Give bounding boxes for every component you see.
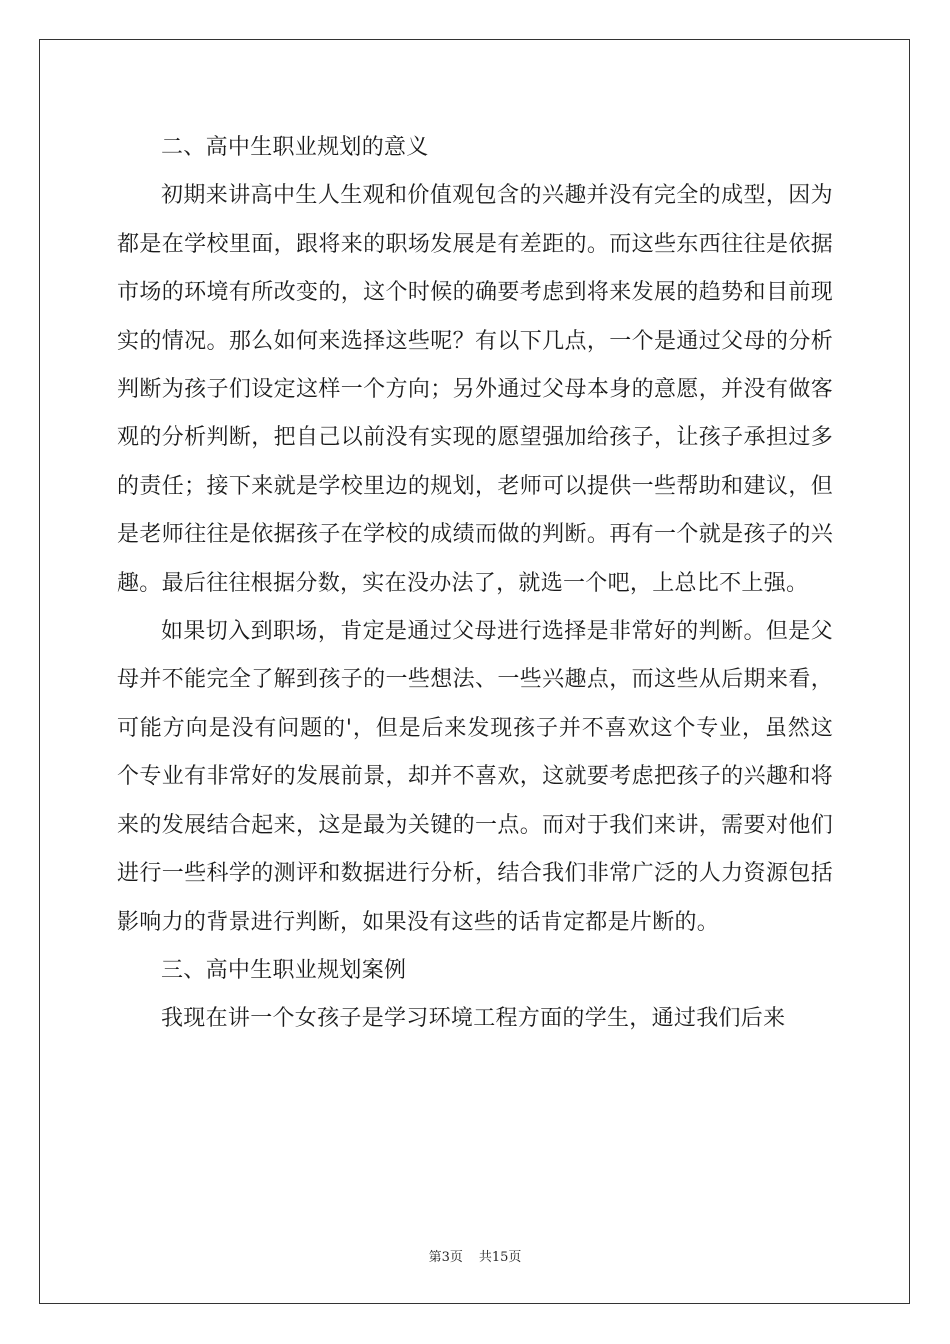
body-paragraph: 如果切入到职场，肯定是通过父母进行选择是非常好的判断。但是父母并不能完全了解到孩子的一些想法、一些兴趣点，而这些从后期来看，可能方向是没有问题的'，但是后来发现孩子并不喜欢这个专业，虽然这个专业有非常好的发展前景，却并不喜欢，这就要考虑把孩子的兴趣和将来的发展结合起来，这是最为关键的一点。而对于我们来讲，需要对他们进行一些科学的测评和数据进行分析，结合我们非常广泛的人力资源包括影响力的背景进行判断，如果没有这些的话肯定都是片断的。	[117, 619, 833, 935]
section-heading: 三、高中生职业规划案例	[161, 957, 407, 983]
section-heading: 二、高中生职业规划的意义	[161, 135, 429, 160]
document-body	[117, 124, 833, 1044]
page-number: 第3页	[428, 1250, 463, 1265]
page-total: 共15页	[478, 1250, 522, 1265]
body-paragraph: 初期来讲高中生人生观和价值观包含的兴趣并没有完全的成型，因为都是在学校里面，跟将来的职场发展是有差距的。而这些东西往往是依据市场的环境有所改变的，这个时候的确要考虑到将来发展的趋势和目前现实的情况。那么如何来选择这些呢？有以下几点，一个是通过父母的分析判断为孩子们设定这样一个方向；另外通过父母本身的意愿，并没有做客观的分析判断，把自己以前没有实现的愿望强加给孩子，让孩子承担过多的责任；接下来就是学校里边的规划，老师可以提供一些帮助和建议，但是老师往往是依据孩子在学校的成绩而做的判断。再有一个就是孩子的兴趣。最后往往根据分数，实在没办法了，就选一个吧，上总比不上强。	[117, 183, 833, 596]
page-footer	[0, 1246, 950, 1265]
body-paragraph: 我现在讲一个女孩子是学习环境工程方面的学生，通过我们后来	[161, 1006, 786, 1032]
